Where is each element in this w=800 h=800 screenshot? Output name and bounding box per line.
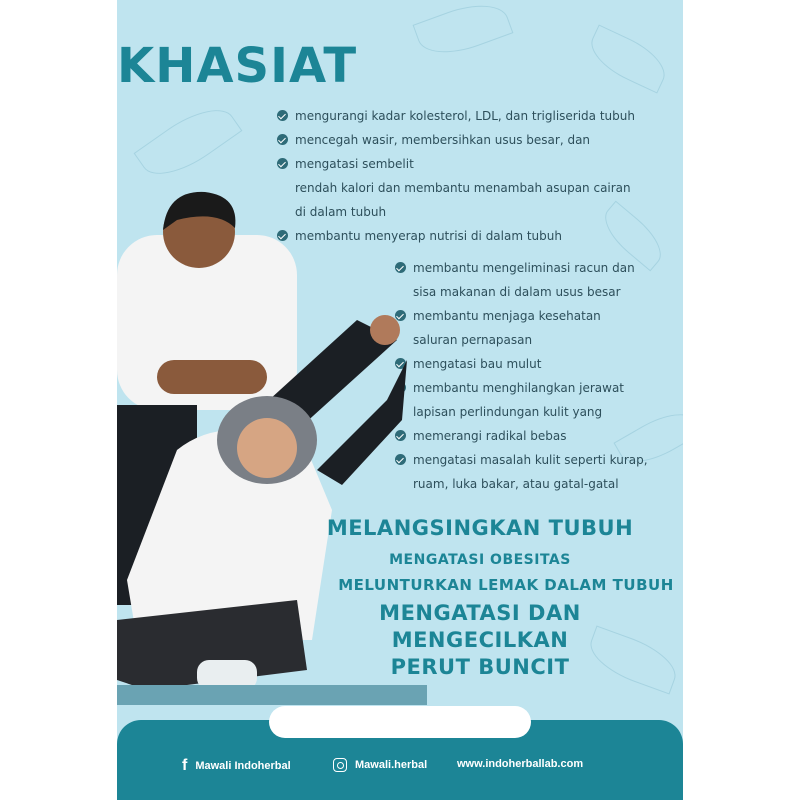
man-arm <box>157 360 267 394</box>
list-item <box>277 104 635 128</box>
list-item-text: lapisan perlindungan kulit yang <box>413 405 603 419</box>
list-item-text: saluran pernapasan <box>413 333 533 347</box>
list-item <box>395 280 648 304</box>
instagram-handle: Mawali.herbal <box>355 759 428 771</box>
list-item <box>395 256 648 280</box>
list-item <box>395 352 648 376</box>
list-item-text: membantu menghilangkan jerawat <box>413 381 624 395</box>
facebook-handle: Mawali Indoherbal <box>195 760 291 772</box>
website-link[interactable] <box>457 758 583 770</box>
list-item-text: memerangi radikal bebas <box>413 429 567 443</box>
benefit-belly-line2: PERUT BUNCIT <box>390 655 570 679</box>
list-item-text: membantu menjaga kesehatan <box>413 309 601 323</box>
list-item-text: sisa makanan di dalam usus besar <box>413 285 621 299</box>
list-item <box>395 400 648 424</box>
check-icon <box>277 110 288 121</box>
list-item <box>395 328 648 352</box>
list-item <box>395 424 648 448</box>
list-item-text: mengurangi kadar kolesterol, LDL, dan trigliserida tubuh <box>295 109 635 123</box>
yoga-mat <box>117 685 427 705</box>
list-item <box>277 152 635 176</box>
website-url: www.indoherballab.com <box>457 758 584 770</box>
blank-label-pill <box>269 706 531 738</box>
poster <box>117 0 683 800</box>
benefit-fat: MELUNTURKAN LEMAK DALAM TUBUH <box>338 576 674 594</box>
leaf-decoration <box>583 24 673 93</box>
list-item-text: membantu menyerap nutrisi di dalam tubuh <box>295 229 562 243</box>
list-item-text: mengatasi bau mulut <box>413 357 542 371</box>
list-item <box>395 448 648 472</box>
list-item <box>277 128 635 152</box>
check-icon <box>277 158 288 169</box>
woman-hand <box>370 315 400 345</box>
list-item-text: mengatasi masalah kulit seperti kurap, <box>413 453 648 467</box>
benefit-belly <box>287 600 673 681</box>
leaf-decoration <box>134 95 243 190</box>
instagram-link[interactable] <box>333 758 427 772</box>
leaf-decoration <box>413 0 514 64</box>
list-item-text: ruam, luka bakar, atau gatal-gatal <box>413 477 619 491</box>
list-item-text: membantu mengeliminasi racun dan <box>413 261 635 275</box>
benefit-list-secondary <box>395 256 648 496</box>
check-icon <box>277 134 288 145</box>
woman-face <box>237 418 297 478</box>
list-item-text: mengatasi sembelit <box>295 157 414 171</box>
instagram-icon <box>333 758 347 772</box>
facebook-icon: f <box>182 757 188 774</box>
facebook-link[interactable] <box>182 758 291 774</box>
benefit-slimming: MELANGSINGKAN TUBUH <box>326 516 634 540</box>
list-item-text: mencegah wasir, membersihkan usus besar, dan <box>295 133 591 147</box>
list-item <box>395 376 648 400</box>
benefit-belly-line1: MENGATASI DAN MENGECILKAN <box>379 601 581 652</box>
list-item <box>395 304 648 328</box>
list-item <box>395 472 648 496</box>
list-item-text: rendah kalori dan membantu menambah asupan cairan <box>295 181 631 195</box>
list-item-text: di dalam tubuh <box>295 205 387 219</box>
page-title: KHASIAT <box>117 38 358 94</box>
benefit-obesity: MENGATASI OBESITAS <box>389 552 571 568</box>
